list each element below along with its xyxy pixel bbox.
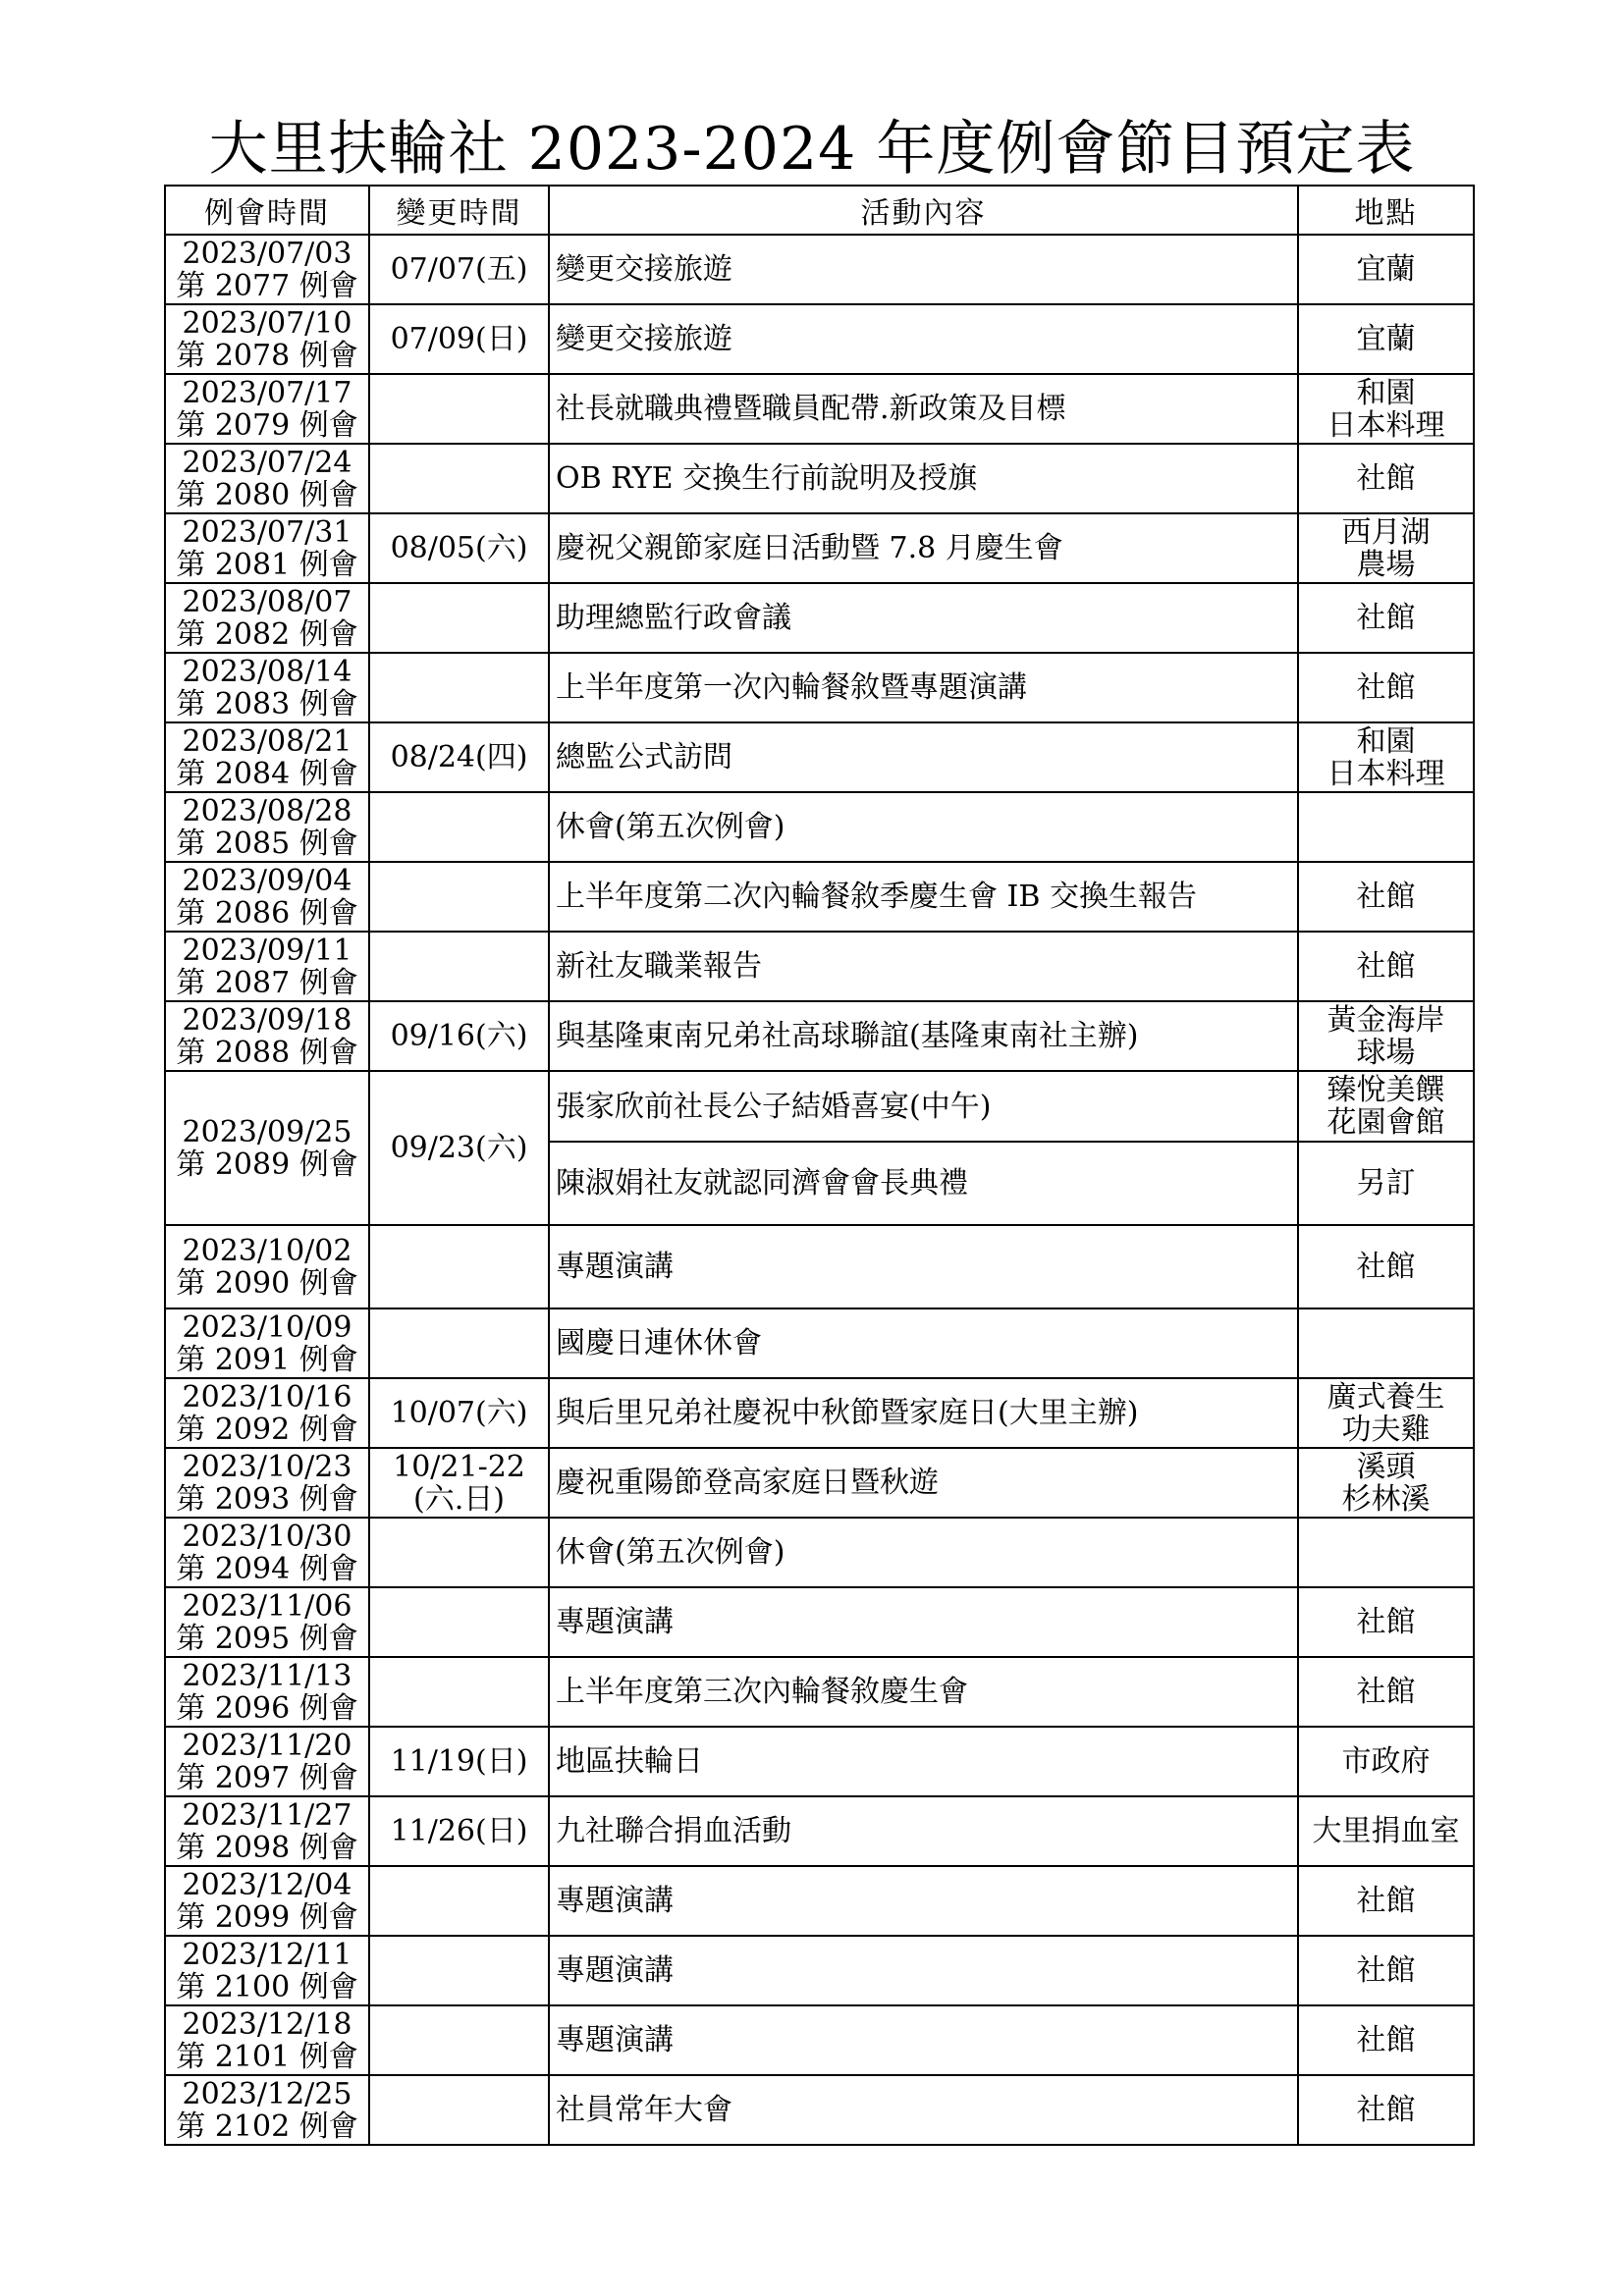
activity-cell-line: 慶祝重陽節登高家庭日暨秋遊 [556, 1466, 939, 1500]
meeting-date-line: 第 2101 例會 [176, 2039, 358, 2074]
activity-cell [549, 235, 1298, 304]
location-cell-line: 日本料理 [1326, 756, 1445, 791]
meeting-date-line: 2023/09/25 [182, 1114, 352, 1149]
meeting-date-line: 第 2082 例會 [176, 616, 358, 652]
activity-cell [549, 1796, 1298, 1866]
table-row [165, 1796, 1474, 1866]
meeting-date-line: 第 2089 例會 [176, 1147, 358, 1182]
meeting-date-line: 2023/09/11 [182, 933, 352, 968]
meeting-date-line: 第 2086 例會 [176, 895, 358, 931]
location-cell-line: 功夫雞 [1341, 1412, 1431, 1447]
activity-cell [549, 1225, 1298, 1308]
table-row [165, 862, 1474, 932]
meeting-date-line: 2023/10/09 [182, 1309, 352, 1345]
activity-cell-line: 專題演講 [556, 1953, 674, 1988]
meeting-date [165, 2075, 369, 2145]
header-location: 地點 [1298, 186, 1474, 235]
meeting-date [165, 2005, 369, 2075]
table-row [165, 792, 1474, 862]
location-cell-line: 西月湖 [1341, 514, 1431, 550]
location-cell [1298, 583, 1474, 653]
location-cell [1298, 1657, 1474, 1727]
activity-cell [549, 513, 1298, 583]
location-cell [1298, 862, 1474, 932]
location-cell [1298, 792, 1474, 862]
activity-cell [549, 2075, 1298, 2145]
activity-cell-line: 社長就職典禮暨職員配帶.新政策及目標 [556, 392, 1066, 426]
location-cell [1298, 304, 1474, 374]
location-cell [1298, 722, 1474, 792]
changed-date [369, 1448, 549, 1518]
table-row [165, 1518, 1474, 1587]
meeting-date-line: 第 2102 例會 [176, 2109, 358, 2144]
meeting-date-line: 2023/07/10 [182, 305, 352, 341]
location-cell [1298, 1142, 1474, 1225]
activity-cell-line: 張家欣前社長公子結婚喜宴(中午) [556, 1089, 992, 1124]
activity-cell-line: 地區扶輪日 [556, 1744, 703, 1779]
meeting-date [165, 1001, 369, 1071]
location-cell [1298, 2005, 1474, 2075]
location-cell [1298, 2075, 1474, 2145]
location-cell-line: 杉林溪 [1341, 1481, 1431, 1517]
meeting-date [165, 1448, 369, 1518]
meeting-date-line: 第 2092 例會 [176, 1412, 358, 1447]
location-cell-line: 社館 [1356, 1250, 1416, 1284]
changed-date [369, 1225, 549, 1308]
table-row [165, 653, 1474, 722]
location-cell-line: 社館 [1356, 880, 1416, 914]
location-cell-line: 社館 [1356, 1953, 1416, 1988]
activity-cell-line: 助理總監行政會議 [556, 601, 791, 635]
meeting-date-line: 第 2094 例會 [176, 1551, 358, 1586]
table-row [165, 1587, 1474, 1657]
activity-cell [549, 1001, 1298, 1071]
changed-date [369, 513, 549, 583]
meeting-date [165, 513, 369, 583]
table-row [165, 2005, 1474, 2075]
activity-cell [549, 2005, 1298, 2075]
table-row [165, 1448, 1474, 1518]
activity-cell [549, 722, 1298, 792]
changed-date [369, 653, 549, 722]
activity-cell-line: 九社聯合捐血活動 [556, 1814, 791, 1848]
location-cell [1298, 235, 1474, 304]
location-cell-line: 和園 [1356, 723, 1416, 759]
changed-date [369, 1071, 549, 1225]
meeting-date-line: 第 2085 例會 [176, 826, 358, 861]
activity-cell-line: 總監公式訪問 [556, 740, 732, 774]
meeting-date-line: 第 2093 例會 [176, 1481, 358, 1517]
table-row [165, 583, 1474, 653]
activity-cell [549, 304, 1298, 374]
table-row [165, 722, 1474, 792]
changed-date [369, 304, 549, 374]
activity-cell-line: 上半年度第二次內輪餐敘季慶生會 IB 交換生報告 [556, 880, 1197, 914]
meeting-date-line: 第 2087 例會 [176, 965, 358, 1000]
location-cell-line: 日本料理 [1326, 407, 1445, 443]
meeting-date [165, 1796, 369, 1866]
table-row [165, 1308, 1474, 1378]
location-cell-line: 和園 [1356, 375, 1416, 410]
location-cell-line: 社館 [1356, 1675, 1416, 1709]
activity-cell-line: 慶祝父親節家庭日活動暨 7.8 月慶生會 [556, 531, 1063, 565]
table-row [165, 304, 1474, 374]
meeting-date-line: 第 2083 例會 [176, 686, 358, 721]
meeting-date-line: 2023/11/20 [182, 1728, 352, 1763]
activity-cell-line: 變更交接旅遊 [556, 322, 732, 356]
table-row [165, 932, 1474, 1001]
activity-cell [549, 1448, 1298, 1518]
table-row [165, 1071, 1474, 1142]
meeting-date-line: 2023/10/23 [182, 1449, 352, 1484]
table-row [165, 1657, 1474, 1727]
meeting-date-line: 第 2077 例會 [176, 268, 358, 303]
meeting-date-line: 第 2099 例會 [176, 1899, 358, 1935]
location-cell-line: 社館 [1356, 1605, 1416, 1639]
meeting-date-line: 2023/11/06 [182, 1588, 352, 1624]
table-row [165, 235, 1474, 304]
location-cell-line: 社館 [1356, 2093, 1416, 2127]
meeting-date [165, 932, 369, 1001]
header-activity: 活動內容 [549, 186, 1298, 235]
location-cell-line: 另訂 [1356, 1166, 1416, 1201]
meeting-date [165, 862, 369, 932]
changed-date [369, 2005, 549, 2075]
meeting-date-line: 2023/12/04 [182, 1867, 352, 1902]
activity-cell-line: 國慶日連休休會 [556, 1326, 762, 1361]
activity-cell-line: 專題演講 [556, 1250, 674, 1284]
location-cell [1298, 1308, 1474, 1378]
activity-cell [549, 1657, 1298, 1727]
location-cell-line: 球場 [1356, 1035, 1416, 1070]
location-cell-line: 農場 [1356, 547, 1416, 582]
changed-date [369, 1866, 549, 1936]
changed-date [369, 235, 549, 304]
meeting-date [165, 1936, 369, 2005]
meeting-date-line: 2023/12/18 [182, 2006, 352, 2042]
activity-cell [549, 583, 1298, 653]
meeting-date-line: 第 2081 例會 [176, 547, 358, 582]
meeting-date [165, 1071, 369, 1225]
meeting-date [165, 722, 369, 792]
meeting-date-line: 2023/07/03 [182, 236, 352, 271]
meeting-date [165, 1225, 369, 1308]
location-cell [1298, 1448, 1474, 1518]
changed-date [369, 1727, 549, 1796]
location-cell-line: 社館 [1356, 601, 1416, 635]
location-cell [1298, 1225, 1474, 1308]
meeting-date-line: 2023/08/28 [182, 793, 352, 828]
meeting-date-line: 第 2100 例會 [176, 1969, 358, 2004]
changed-date [369, 1518, 549, 1587]
table-row [165, 1001, 1474, 1071]
meeting-date [165, 1657, 369, 1727]
meeting-date-line: 2023/12/11 [182, 1937, 352, 1972]
meeting-date [165, 1866, 369, 1936]
meeting-date-line: 第 2088 例會 [176, 1035, 358, 1070]
activity-cell-line: 與基隆東南兄弟社高球聯誼(基隆東南社主辦) [556, 1019, 1139, 1053]
meeting-date [165, 235, 369, 304]
location-cell-line: 社館 [1356, 670, 1416, 705]
meeting-date-line: 第 2091 例會 [176, 1342, 358, 1377]
meeting-date-line: 2023/08/07 [182, 584, 352, 619]
changed-date [369, 722, 549, 792]
header-changed: 變更時間 [369, 186, 549, 235]
meeting-date-line: 2023/10/30 [182, 1519, 352, 1554]
changed-date-line: 09/23(六) [390, 1131, 528, 1165]
changed-date-line: 07/07(五) [390, 252, 528, 287]
changed-date [369, 1657, 549, 1727]
location-cell [1298, 1071, 1474, 1142]
meeting-date-line: 第 2090 例會 [176, 1265, 358, 1301]
location-cell-line: 宜蘭 [1356, 322, 1416, 356]
changed-date-line: 10/21-22 [393, 1449, 525, 1484]
location-cell [1298, 374, 1474, 444]
page-title: 大里扶輪社 2023-2024 年度例會節目預定表 [208, 115, 1416, 184]
meeting-date [165, 653, 369, 722]
location-cell-line: 市政府 [1341, 1744, 1431, 1779]
activity-cell [549, 444, 1298, 513]
meeting-date [165, 1378, 369, 1448]
changed-date-line: (六.日) [413, 1481, 505, 1517]
location-cell-line: 社館 [1356, 2023, 1416, 2057]
changed-date [369, 1378, 549, 1448]
meeting-date [165, 444, 369, 513]
location-cell-line: 黃金海岸 [1326, 1002, 1445, 1038]
location-cell [1298, 653, 1474, 722]
activity-cell-line: 社員常年大會 [556, 2093, 732, 2127]
location-cell [1298, 1001, 1474, 1071]
meeting-date-line: 第 2079 例會 [176, 407, 358, 443]
activity-cell-line: 新社友職業報告 [556, 949, 762, 984]
table-row [165, 1727, 1474, 1796]
activity-cell [549, 792, 1298, 862]
changed-date-line: 09/16(六) [390, 1019, 528, 1053]
activity-cell-line: 休會(第五次例會) [556, 810, 785, 844]
location-cell-line: 臻悅美饌 [1326, 1073, 1445, 1107]
changed-date [369, 862, 549, 932]
changed-date [369, 932, 549, 1001]
meeting-date [165, 1308, 369, 1378]
activity-cell-line: OB RYE 交換生行前說明及授旗 [556, 461, 978, 496]
meeting-date [165, 374, 369, 444]
location-cell-line: 社館 [1356, 949, 1416, 984]
meeting-date-line: 2023/08/14 [182, 654, 352, 689]
activity-cell-line: 上半年度第三次內輪餐敘慶生會 [556, 1675, 968, 1709]
meeting-date-line: 2023/07/17 [182, 375, 352, 410]
activity-cell [549, 1936, 1298, 2005]
location-cell-line: 社館 [1356, 1884, 1416, 1918]
changed-date-line: 07/09(日) [390, 322, 528, 356]
meeting-date-line: 2023/10/02 [182, 1233, 352, 1268]
activity-cell [549, 1866, 1298, 1936]
location-cell [1298, 1587, 1474, 1657]
table-row [165, 1866, 1474, 1936]
location-cell [1298, 1936, 1474, 2005]
table-row [165, 513, 1474, 583]
meeting-date [165, 304, 369, 374]
meeting-date [165, 1587, 369, 1657]
activity-cell [549, 932, 1298, 1001]
meeting-date-line: 2023/07/31 [182, 514, 352, 550]
changed-date-line: 11/19(日) [390, 1744, 528, 1779]
changed-date [369, 1796, 549, 1866]
activity-cell [549, 1071, 1298, 1142]
changed-date [369, 583, 549, 653]
location-cell-line: 社館 [1356, 461, 1416, 496]
changed-date-line: 11/26(日) [390, 1814, 528, 1848]
meeting-date-line: 第 2098 例會 [176, 1830, 358, 1865]
meeting-date-line: 2023/07/24 [182, 445, 352, 480]
table-row [165, 374, 1474, 444]
changed-date [369, 374, 549, 444]
meeting-date [165, 1518, 369, 1587]
meeting-date-line: 第 2096 例會 [176, 1690, 358, 1726]
changed-date [369, 792, 549, 862]
activity-cell [549, 1378, 1298, 1448]
location-cell [1298, 1866, 1474, 1936]
activity-cell [549, 1518, 1298, 1587]
activity-cell-line: 專題演講 [556, 2023, 674, 2057]
changed-date [369, 2075, 549, 2145]
meeting-date-line: 第 2080 例會 [176, 477, 358, 512]
location-cell-line: 大里捐血室 [1312, 1814, 1460, 1848]
changed-date [369, 1001, 549, 1071]
table-row [165, 444, 1474, 513]
location-cell [1298, 1518, 1474, 1587]
meeting-date [165, 583, 369, 653]
meeting-date-line: 第 2084 例會 [176, 756, 358, 791]
meeting-date-line: 第 2078 例會 [176, 338, 358, 373]
table-row [165, 2075, 1474, 2145]
activity-cell-line: 與后里兄弟社慶祝中秋節暨家庭日(大里主辦) [556, 1396, 1139, 1430]
activity-cell-line: 陳淑娟社友就認同濟會會長典禮 [556, 1166, 968, 1201]
activity-cell-line: 變更交接旅遊 [556, 252, 732, 287]
location-cell-line: 宜蘭 [1356, 252, 1416, 287]
changed-date-line: 10/07(六) [390, 1396, 528, 1430]
activity-cell [549, 653, 1298, 722]
location-cell-line: 花園會館 [1326, 1105, 1445, 1140]
location-cell [1298, 444, 1474, 513]
schedule-table [164, 185, 1475, 2146]
meeting-date-line: 2023/09/04 [182, 863, 352, 898]
meeting-date-line: 2023/12/25 [182, 2076, 352, 2111]
activity-cell [549, 1142, 1298, 1225]
activity-cell [549, 1308, 1298, 1378]
changed-date [369, 444, 549, 513]
activity-cell [549, 1587, 1298, 1657]
changed-date [369, 1936, 549, 2005]
meeting-date-line: 2023/10/16 [182, 1379, 352, 1415]
meeting-date [165, 1727, 369, 1796]
location-cell [1298, 1796, 1474, 1866]
activity-cell [549, 862, 1298, 932]
location-cell [1298, 1727, 1474, 1796]
meeting-date-line: 第 2097 例會 [176, 1760, 358, 1795]
meeting-date-line: 2023/09/18 [182, 1002, 352, 1038]
table-row [165, 1378, 1474, 1448]
header-date: 例會時間 [165, 186, 369, 235]
changed-date [369, 1587, 549, 1657]
changed-date-line: 08/24(四) [390, 740, 528, 774]
location-cell [1298, 932, 1474, 1001]
meeting-date-line: 第 2095 例會 [176, 1621, 358, 1656]
table-row [165, 1225, 1474, 1308]
meeting-date [165, 792, 369, 862]
location-cell-line: 溪頭 [1356, 1449, 1416, 1484]
activity-cell-line: 休會(第五次例會) [556, 1535, 785, 1570]
table-row [165, 1936, 1474, 2005]
activity-cell [549, 1727, 1298, 1796]
activity-cell-line: 專題演講 [556, 1884, 674, 1918]
schedule-body [165, 235, 1474, 2145]
changed-date [369, 1308, 549, 1378]
location-cell [1298, 1378, 1474, 1448]
activity-cell-line: 上半年度第一次內輪餐敘暨專題演講 [556, 670, 1027, 705]
changed-date-line: 08/05(六) [390, 531, 528, 565]
meeting-date-line: 2023/11/27 [182, 1797, 352, 1833]
header-row [165, 186, 1474, 235]
meeting-date-line: 2023/11/13 [182, 1658, 352, 1693]
location-cell [1298, 513, 1474, 583]
activity-cell [549, 374, 1298, 444]
meeting-date-line: 2023/08/21 [182, 723, 352, 759]
activity-cell-line: 專題演講 [556, 1605, 674, 1639]
location-cell-line: 廣式養生 [1326, 1379, 1445, 1415]
